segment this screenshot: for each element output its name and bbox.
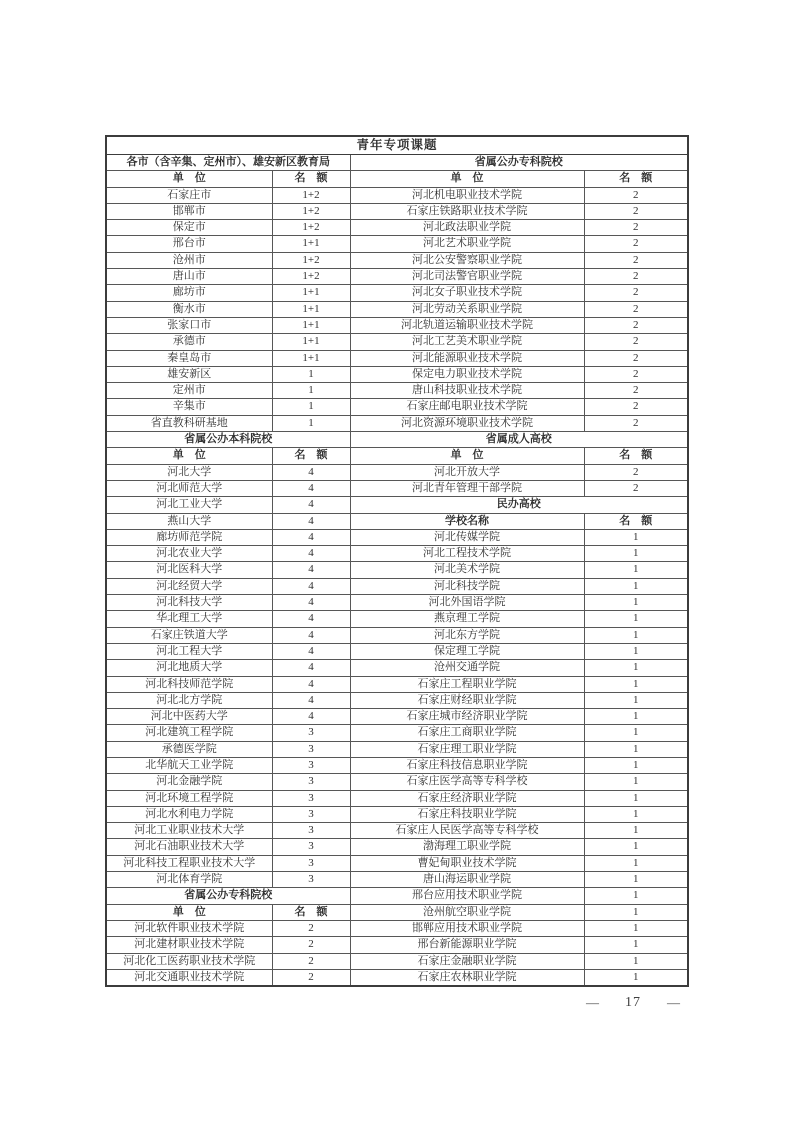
unit-name-cell: 石家庄财经职业学院 <box>350 692 584 708</box>
unit-name-cell: 唐山海运职业学院 <box>350 872 584 888</box>
unit-name-cell: 河北科技工程职业技术大学 <box>106 855 272 871</box>
quota-value-cell: 4 <box>272 627 350 643</box>
quota-value-cell: 2 <box>272 969 350 986</box>
table-row <box>106 660 688 676</box>
unit-name-cell: 河北科技学院 <box>350 578 584 594</box>
quota-value-cell: 2 <box>584 383 688 399</box>
unit-name-cell: 石家庄铁道大学 <box>106 627 272 643</box>
unit-name-cell: 河北轨道运输职业技术学院 <box>350 317 584 333</box>
unit-name-cell: 石家庄铁路职业技术学院 <box>350 203 584 219</box>
table-row <box>106 709 688 725</box>
unit-name-cell: 沧州市 <box>106 252 272 268</box>
table-row <box>106 969 688 986</box>
quota-value-cell: 1 <box>584 790 688 806</box>
column-header-quota-cell: 名 额 <box>272 171 350 187</box>
unit-name-cell: 河北艺术职业学院 <box>350 236 584 252</box>
unit-name-cell: 定州市 <box>106 383 272 399</box>
table-row <box>106 562 688 578</box>
table-row <box>106 627 688 643</box>
unit-name-cell: 保定电力职业技术学院 <box>350 366 584 382</box>
quota-value-cell: 1 <box>584 953 688 969</box>
unit-name-cell: 河北东方学院 <box>350 627 584 643</box>
table-row <box>106 741 688 757</box>
quota-value-cell: 1 <box>584 839 688 855</box>
unit-name-cell: 沧州航空职业学院 <box>350 904 584 920</box>
quota-value-cell: 3 <box>272 872 350 888</box>
table-row <box>106 448 688 464</box>
quota-value-cell: 2 <box>584 187 688 203</box>
table-row <box>106 920 688 936</box>
unit-name-cell: 河北工艺美术职业学院 <box>350 334 584 350</box>
table-row <box>106 725 688 741</box>
unit-name-cell: 唐山科技职业技术学院 <box>350 383 584 399</box>
quota-value-cell: 2 <box>584 415 688 431</box>
unit-name-cell: 北华航天工业学院 <box>106 757 272 773</box>
unit-name-cell: 廊坊市 <box>106 285 272 301</box>
quota-value-cell: 1+1 <box>272 236 350 252</box>
unit-name-cell: 廊坊师范学院 <box>106 529 272 545</box>
quota-value-cell: 1+2 <box>272 269 350 285</box>
quota-allocation-table <box>105 135 689 987</box>
section-header-cell: 民办高校 <box>350 497 688 513</box>
unit-name-cell: 邢台市 <box>106 236 272 252</box>
unit-name-cell: 渤海理工职业学院 <box>350 839 584 855</box>
unit-name-cell: 河北资源环境职业技术学院 <box>350 415 584 431</box>
quota-value-cell: 2 <box>584 317 688 333</box>
quota-value-cell: 4 <box>272 660 350 676</box>
table-row <box>106 480 688 496</box>
quota-value-cell: 1 <box>584 855 688 871</box>
section-header-cell: 省属公办本科院校 <box>106 432 350 448</box>
unit-name-cell: 河北工程技术学院 <box>350 546 584 562</box>
quota-value-cell: 1+2 <box>272 203 350 219</box>
column-header-quota-cell: 名 额 <box>584 513 688 529</box>
unit-name-cell: 石家庄市 <box>106 187 272 203</box>
unit-name-cell: 河北工程大学 <box>106 643 272 659</box>
unit-name-cell: 河北开放大学 <box>350 464 584 480</box>
unit-name-cell: 石家庄农林职业学院 <box>350 969 584 986</box>
quota-value-cell: 2 <box>584 366 688 382</box>
table-row <box>106 464 688 480</box>
quota-value-cell: 1+1 <box>272 285 350 301</box>
unit-name-cell: 河北女子职业技术学院 <box>350 285 584 301</box>
quota-value-cell: 1 <box>584 888 688 904</box>
quota-value-cell: 2 <box>584 236 688 252</box>
table-row <box>106 839 688 855</box>
unit-name-cell: 河北青年管理干部学院 <box>350 480 584 496</box>
quota-value-cell: 3 <box>272 806 350 822</box>
quota-value-cell: 1 <box>584 872 688 888</box>
unit-name-cell: 石家庄经济职业学院 <box>350 790 584 806</box>
table-row <box>106 790 688 806</box>
unit-name-cell: 省直教科研基地 <box>106 415 272 431</box>
column-header-unit-cell: 单 位 <box>106 448 272 464</box>
table-title: 青年专项课题 <box>106 136 688 155</box>
unit-name-cell: 河北大学 <box>106 464 272 480</box>
unit-name-cell: 保定市 <box>106 220 272 236</box>
table-row <box>106 383 688 399</box>
quota-value-cell: 2 <box>584 203 688 219</box>
table-row <box>106 301 688 317</box>
unit-name-cell: 华北理工大学 <box>106 611 272 627</box>
table-row <box>106 855 688 871</box>
quota-value-cell: 1+1 <box>272 350 350 366</box>
section-header-cell: 省属公办专科院校 <box>106 888 350 904</box>
footer-dash-left: — <box>586 995 599 1010</box>
quota-value-cell: 1 <box>584 578 688 594</box>
quota-value-cell: 1 <box>272 399 350 415</box>
table-row <box>106 497 688 513</box>
unit-name-cell: 张家口市 <box>106 317 272 333</box>
quota-value-cell: 1+1 <box>272 301 350 317</box>
section-header-cell: 省属公办专科院校 <box>350 155 688 171</box>
quota-value-cell: 4 <box>272 529 350 545</box>
table-row <box>106 888 688 904</box>
unit-name-cell: 河北劳动关系职业学院 <box>350 301 584 317</box>
section-header-cell: 各市（含辛集、定州市）、雄安新区教育局 <box>106 155 350 171</box>
table-row <box>106 432 688 448</box>
quota-table-body <box>106 136 688 986</box>
unit-name-cell: 承德市 <box>106 334 272 350</box>
unit-name-cell: 河北体育学院 <box>106 872 272 888</box>
quota-value-cell: 3 <box>272 741 350 757</box>
unit-name-cell: 河北外国语学院 <box>350 595 584 611</box>
table-row <box>106 513 688 529</box>
quota-value-cell: 4 <box>272 480 350 496</box>
quota-value-cell: 2 <box>272 953 350 969</box>
quota-value-cell: 1 <box>584 757 688 773</box>
unit-name-cell: 河北经贸大学 <box>106 578 272 594</box>
footer-dash-right: — <box>667 995 680 1010</box>
column-header-quota-cell: 名 额 <box>272 448 350 464</box>
table-row <box>106 676 688 692</box>
unit-name-cell: 邢台应用技术职业学院 <box>350 888 584 904</box>
quota-value-cell: 2 <box>272 920 350 936</box>
quota-value-cell: 1 <box>584 676 688 692</box>
unit-name-cell: 雄安新区 <box>106 366 272 382</box>
quota-value-cell: 2 <box>584 285 688 301</box>
quota-value-cell: 2 <box>272 937 350 953</box>
unit-name-cell: 河北交通职业技术学院 <box>106 969 272 986</box>
table-row <box>106 155 688 171</box>
table-row <box>106 399 688 415</box>
unit-name-cell: 邢台新能源职业学院 <box>350 937 584 953</box>
unit-name-cell: 河北师范大学 <box>106 480 272 496</box>
quota-value-cell: 1 <box>584 725 688 741</box>
table-row <box>106 806 688 822</box>
quota-value-cell: 1 <box>584 937 688 953</box>
quota-value-cell: 1 <box>272 415 350 431</box>
unit-name-cell: 沧州交通学院 <box>350 660 584 676</box>
unit-name-cell: 辛集市 <box>106 399 272 415</box>
quota-value-cell: 4 <box>272 578 350 594</box>
unit-name-cell: 河北科技大学 <box>106 595 272 611</box>
quota-value-cell: 4 <box>272 546 350 562</box>
unit-name-cell: 燕山大学 <box>106 513 272 529</box>
table-row <box>106 220 688 236</box>
unit-name-cell: 邯郸应用技术职业学院 <box>350 920 584 936</box>
quota-value-cell: 4 <box>272 692 350 708</box>
column-header-unit-cell: 学校名称 <box>350 513 584 529</box>
quota-value-cell: 1 <box>584 529 688 545</box>
quota-value-cell: 1+1 <box>272 334 350 350</box>
table-row <box>106 643 688 659</box>
quota-value-cell: 1+2 <box>272 187 350 203</box>
unit-name-cell: 河北美术学院 <box>350 562 584 578</box>
column-header-unit-cell: 单 位 <box>350 448 584 464</box>
unit-name-cell: 河北环境工程学院 <box>106 790 272 806</box>
quota-value-cell: 1 <box>584 627 688 643</box>
table-row <box>106 334 688 350</box>
unit-name-cell: 秦皇岛市 <box>106 350 272 366</box>
unit-name-cell: 石家庄医学高等专科学校 <box>350 774 584 790</box>
table-row <box>106 546 688 562</box>
column-header-quota-cell: 名 额 <box>272 904 350 920</box>
table-row <box>106 285 688 301</box>
quota-value-cell: 3 <box>272 774 350 790</box>
unit-name-cell: 河北金融学院 <box>106 774 272 790</box>
quota-value-cell: 1 <box>584 774 688 790</box>
table-row <box>106 578 688 594</box>
unit-name-cell: 石家庄邮电职业技术学院 <box>350 399 584 415</box>
table-row <box>106 774 688 790</box>
unit-name-cell: 河北软件职业技术学院 <box>106 920 272 936</box>
table-row <box>106 872 688 888</box>
unit-name-cell: 河北中医药大学 <box>106 709 272 725</box>
quota-value-cell: 4 <box>272 676 350 692</box>
unit-name-cell: 河北科技师范学院 <box>106 676 272 692</box>
unit-name-cell: 河北能源职业技术学院 <box>350 350 584 366</box>
quota-value-cell: 1 <box>584 595 688 611</box>
column-header-quota-cell: 名 额 <box>584 171 688 187</box>
column-header-quota-cell: 名 额 <box>584 448 688 464</box>
unit-name-cell: 唐山市 <box>106 269 272 285</box>
quota-value-cell: 2 <box>584 399 688 415</box>
quota-value-cell: 1 <box>584 823 688 839</box>
section-header-cell: 省属成人高校 <box>350 432 688 448</box>
table-row <box>106 953 688 969</box>
unit-name-cell: 河北机电职业技术学院 <box>350 187 584 203</box>
table-row <box>106 692 688 708</box>
quota-value-cell: 1 <box>272 383 350 399</box>
quota-value-cell: 1 <box>584 546 688 562</box>
unit-name-cell: 石家庄城市经济职业学院 <box>350 709 584 725</box>
quota-value-cell: 1 <box>584 692 688 708</box>
unit-name-cell: 河北石油职业技术大学 <box>106 839 272 855</box>
quota-value-cell: 3 <box>272 725 350 741</box>
quota-value-cell: 3 <box>272 757 350 773</box>
unit-name-cell: 曹妃甸职业技术学院 <box>350 855 584 871</box>
quota-value-cell: 1+2 <box>272 252 350 268</box>
table-row <box>106 269 688 285</box>
quota-value-cell: 4 <box>272 595 350 611</box>
table-row <box>106 937 688 953</box>
quota-value-cell: 1 <box>272 366 350 382</box>
unit-name-cell: 河北工业大学 <box>106 497 272 513</box>
quota-value-cell: 1 <box>584 969 688 986</box>
table-row <box>106 187 688 203</box>
table-row <box>106 529 688 545</box>
quota-value-cell: 4 <box>272 464 350 480</box>
unit-name-cell: 石家庄工程职业学院 <box>350 676 584 692</box>
unit-name-cell: 河北政法职业学院 <box>350 220 584 236</box>
table-row <box>106 203 688 219</box>
quota-value-cell: 4 <box>272 513 350 529</box>
table-row <box>106 350 688 366</box>
quota-value-cell: 1 <box>584 709 688 725</box>
unit-name-cell: 石家庄金融职业学院 <box>350 953 584 969</box>
unit-name-cell: 河北水利电力学院 <box>106 806 272 822</box>
quota-value-cell: 3 <box>272 839 350 855</box>
unit-name-cell: 燕京理工学院 <box>350 611 584 627</box>
quota-value-cell: 4 <box>272 643 350 659</box>
table-row <box>106 236 688 252</box>
table-title-row <box>106 136 688 155</box>
quota-value-cell: 4 <box>272 611 350 627</box>
quota-value-cell: 2 <box>584 301 688 317</box>
quota-value-cell: 4 <box>272 497 350 513</box>
quota-value-cell: 3 <box>272 855 350 871</box>
quota-value-cell: 3 <box>272 823 350 839</box>
column-header-unit-cell: 单 位 <box>350 171 584 187</box>
column-header-unit-cell: 单 位 <box>106 171 272 187</box>
quota-value-cell: 1 <box>584 611 688 627</box>
page-footer <box>586 995 680 1011</box>
column-header-unit-cell: 单 位 <box>106 904 272 920</box>
unit-name-cell: 石家庄科技职业学院 <box>350 806 584 822</box>
quota-value-cell: 2 <box>584 480 688 496</box>
quota-value-cell: 1+1 <box>272 317 350 333</box>
quota-value-cell: 2 <box>584 464 688 480</box>
table-row <box>106 252 688 268</box>
unit-name-cell: 承德医学院 <box>106 741 272 757</box>
unit-name-cell: 石家庄工商职业学院 <box>350 725 584 741</box>
unit-name-cell: 衡水市 <box>106 301 272 317</box>
page-number: 17 <box>625 995 641 1010</box>
table-row <box>106 366 688 382</box>
quota-value-cell: 1 <box>584 562 688 578</box>
quota-value-cell: 1 <box>584 741 688 757</box>
table-row <box>106 904 688 920</box>
table-row <box>106 757 688 773</box>
unit-name-cell: 河北建材职业技术学院 <box>106 937 272 953</box>
unit-name-cell: 河北化工医药职业技术学院 <box>106 953 272 969</box>
unit-name-cell: 河北医科大学 <box>106 562 272 578</box>
quota-value-cell: 2 <box>584 350 688 366</box>
quota-value-cell: 4 <box>272 709 350 725</box>
table-row <box>106 171 688 187</box>
unit-name-cell: 河北工业职业技术大学 <box>106 823 272 839</box>
quota-value-cell: 1 <box>584 904 688 920</box>
quota-value-cell: 2 <box>584 269 688 285</box>
quota-value-cell: 4 <box>272 562 350 578</box>
unit-name-cell: 河北农业大学 <box>106 546 272 562</box>
quota-value-cell: 2 <box>584 220 688 236</box>
unit-name-cell: 保定理工学院 <box>350 643 584 659</box>
table-row <box>106 415 688 431</box>
table-row <box>106 611 688 627</box>
table-row <box>106 317 688 333</box>
quota-value-cell: 2 <box>584 252 688 268</box>
unit-name-cell: 河北建筑工程学院 <box>106 725 272 741</box>
unit-name-cell: 河北地质大学 <box>106 660 272 676</box>
unit-name-cell: 石家庄人民医学高等专科学校 <box>350 823 584 839</box>
unit-name-cell: 石家庄科技信息职业学院 <box>350 757 584 773</box>
unit-name-cell: 河北公安警察职业学院 <box>350 252 584 268</box>
quota-value-cell: 1 <box>584 660 688 676</box>
unit-name-cell: 河北北方学院 <box>106 692 272 708</box>
quota-value-cell: 1+2 <box>272 220 350 236</box>
unit-name-cell: 河北传媒学院 <box>350 529 584 545</box>
table-row <box>106 595 688 611</box>
quota-value-cell: 1 <box>584 643 688 659</box>
quota-value-cell: 3 <box>272 790 350 806</box>
quota-value-cell: 1 <box>584 920 688 936</box>
quota-value-cell: 1 <box>584 806 688 822</box>
unit-name-cell: 石家庄理工职业学院 <box>350 741 584 757</box>
quota-value-cell: 2 <box>584 334 688 350</box>
unit-name-cell: 邯郸市 <box>106 203 272 219</box>
table-row <box>106 823 688 839</box>
unit-name-cell: 河北司法警官职业学院 <box>350 269 584 285</box>
